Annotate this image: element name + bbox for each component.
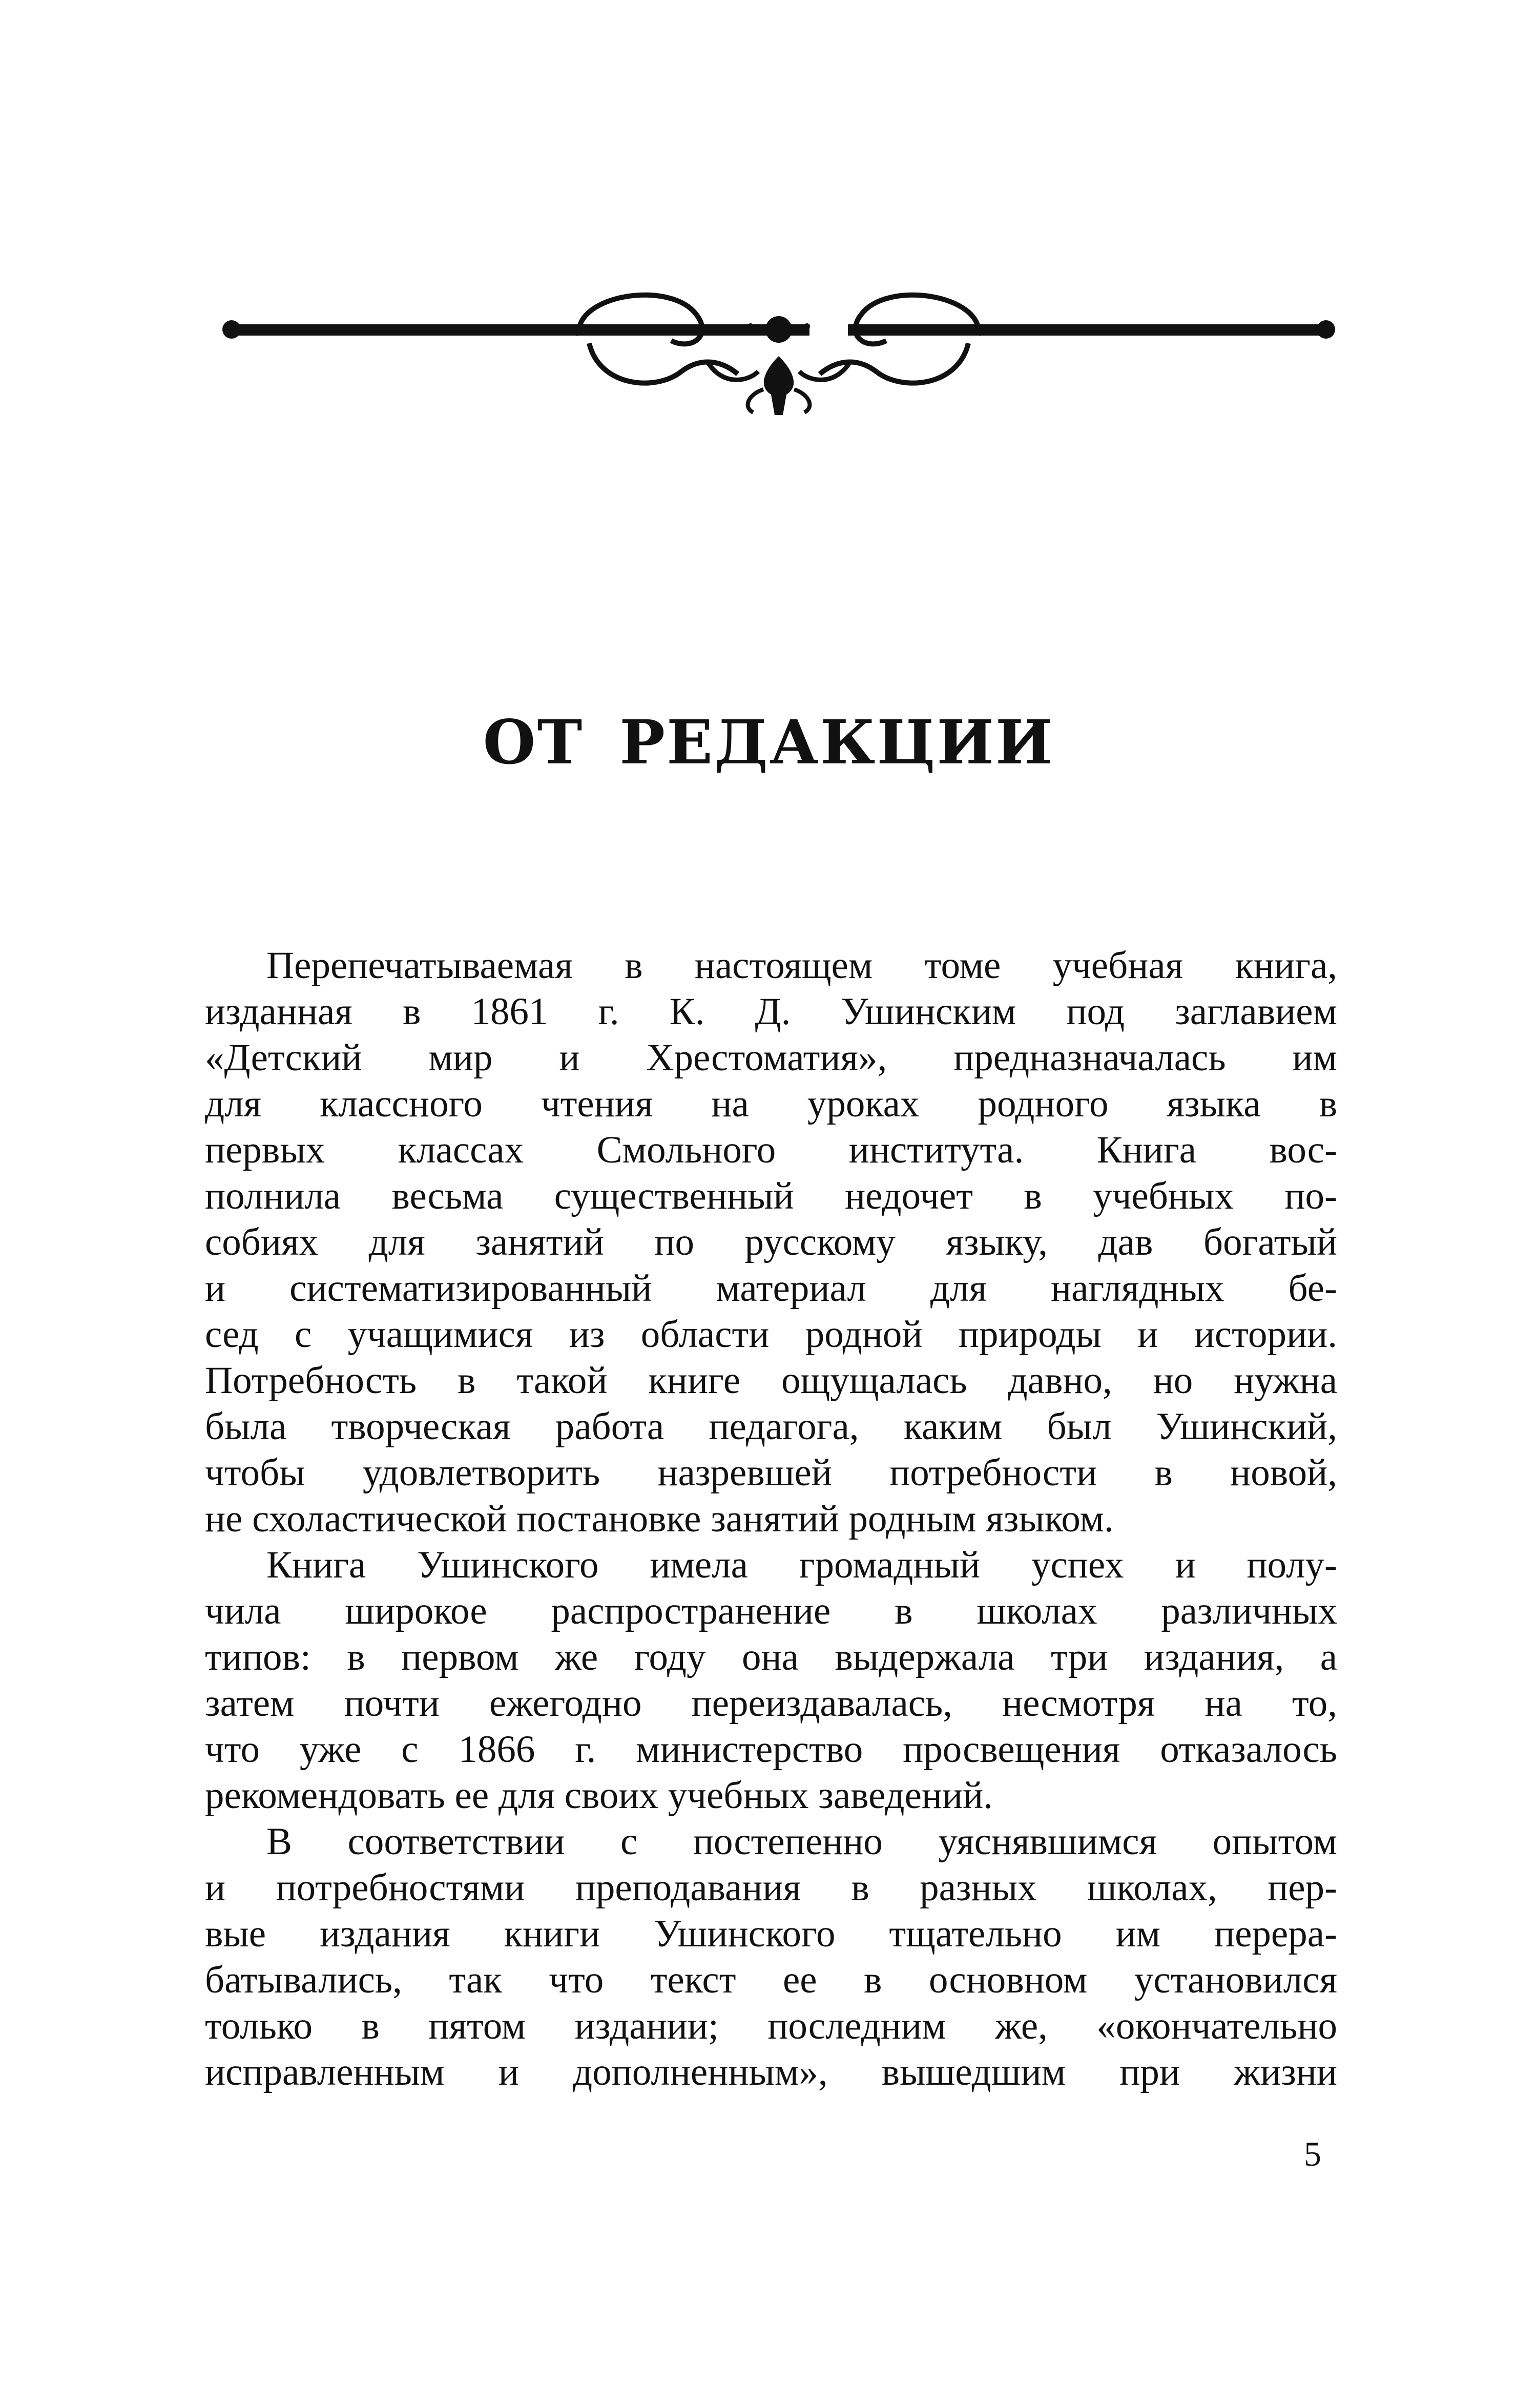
text-line: чила широкое распространение в школах различных	[205, 1590, 1337, 1632]
decorative-header-ornament	[220, 284, 1337, 423]
text-line: полнила весьма существенный недочет в учебных по-	[205, 1175, 1337, 1217]
heading-word-2: РЕДАКЦИИ	[619, 707, 1054, 778]
text-line: что уже с 1866 г. министерство просвещения отказалось	[205, 1728, 1337, 1771]
text-line: не схоластической постановке занятий родным языком.	[205, 1498, 1114, 1540]
text-line: рекомендовать ее для своих учебных заведений.	[205, 1774, 993, 1817]
text-line: типов: в первом же году она выдержала три издания, а	[205, 1636, 1337, 1678]
body-text	[205, 943, 1337, 2095]
heading-word-1: ОТ	[483, 707, 584, 778]
page-heading	[0, 707, 1537, 778]
page-number: 5	[1304, 2134, 1321, 2173]
text-line: исправленным и дополненным», вышедшим при жизни	[205, 2051, 1337, 2093]
text-line: вые издания книги Ушинского тщательно им перера-	[205, 1913, 1337, 1955]
text-line: собиях для занятий по русскому языку, дав богатый	[205, 1221, 1337, 1263]
text-line: первых классах Смольного института. Книга вос-	[205, 1129, 1337, 1171]
text-line: затем почти ежегодно переиздавалась, несмотря на то,	[205, 1682, 1337, 1725]
text-line: Потребность в такой книге ощущалась давно, но нужна	[205, 1359, 1337, 1402]
text-line: батывались, так что текст ее в основном установился	[205, 1959, 1337, 2001]
text-line: сед с учащимися из области родной природы и истории.	[205, 1313, 1337, 1356]
text-line: только в пятом издании; последним же, «окончательно	[205, 2005, 1337, 2047]
text-line: для классного чтения на уроках родного языка в	[205, 1083, 1337, 1125]
text-line: «Детский мир и Хрестоматия», предназначалась им	[205, 1036, 1337, 1079]
text-line: и систематизированный материал для наглядных бе-	[205, 1267, 1337, 1310]
text-line: Книга Ушинского имела громадный успех и полу-	[266, 1544, 1337, 1586]
text-line: изданная в 1861 г. К. Д. Ушинским под заглавием	[205, 990, 1337, 1033]
text-line: В соответствии с постепенно уяснявшимся опытом	[266, 1820, 1337, 1863]
text-line: и потребностями преподавания в разных школах, пер-	[205, 1866, 1337, 1909]
text-line: была творческая работа педагога, каким был Ушинский,	[205, 1405, 1337, 1448]
text-line: Перепечатываемая в настоящем томе учебная книга,	[266, 944, 1337, 987]
text-line: чтобы удовлетворить назревшей потребности в новой,	[205, 1451, 1337, 1494]
